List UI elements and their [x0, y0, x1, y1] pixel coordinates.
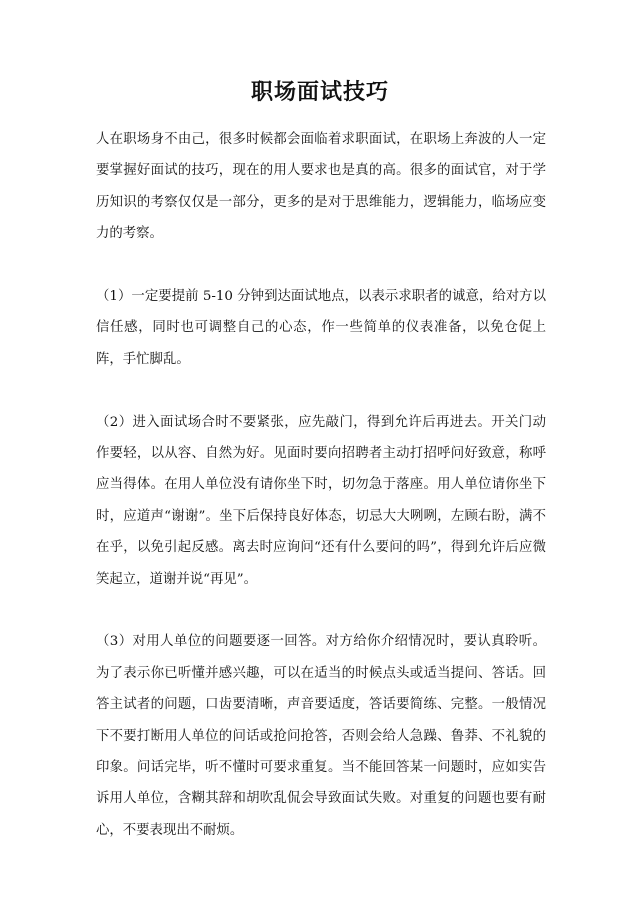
intro-paragraph: 人在职场身不由己，很多时候都会面临着求职面试，在职场上奔波的人一定要掌握好面试的技巧，现在的用人要求也是真的高。很多的面试官，对于学历知识的考察仅仅是一部分，更多的是对于思维能力，逻辑能力，临场应变力的考察。 [96, 132, 546, 242]
tip-paragraph-1: （1）一定要提前 5-10 分钟到达面试地点，以表示求职者的诚意，给对方以信任感，同时也可调整自己的心态，作一些简单的仪表准备，以免仓促上阵，手忙脚乱。 [96, 289, 546, 367]
article-body [96, 124, 546, 846]
tip-paragraph-2: （2）进入面试场合时不要紧张，应先敲门，得到允许后再进去。开关门动作要轻，以从容、自然为好。见面时要向招聘者主动打招呼问好致意，称呼应当得体。在用人单位没有请你坐下时，切勿急于落座。用人单位请你坐下时，应道声“谢谢”。坐下后保持良好体态，切忌大大咧咧，左顾右盼，满不在乎，以免引起反感。离去时应询问“还有什么要问的吗”，得到允许后应微笑起立，道谢并说“再见”。 [96, 414, 546, 587]
page-title: 职场面试技巧 [250, 80, 389, 105]
tip-paragraph-3: （3）对用人单位的问题要逐一回答。对方给你介绍情况时，要认真聆听。为了表示你已听懂并感兴趣，可以在适当的时候点头或适当提问、答话。回答主试者的问题，口齿要清晰，声音要适度，答话要简练、完整。一般情况下不要打断用人单位的问话或抢问抢答，否则会给人急躁、鲁莽、不礼貌的印象。问话完毕，听不懂时可要求重复。当不能回答某一问题时，应如实告诉用人单位，含糊其辞和胡吹乱侃会导致面试失败。对重复的问题也要有耐心，不要表现出不耐烦。 [96, 634, 546, 838]
